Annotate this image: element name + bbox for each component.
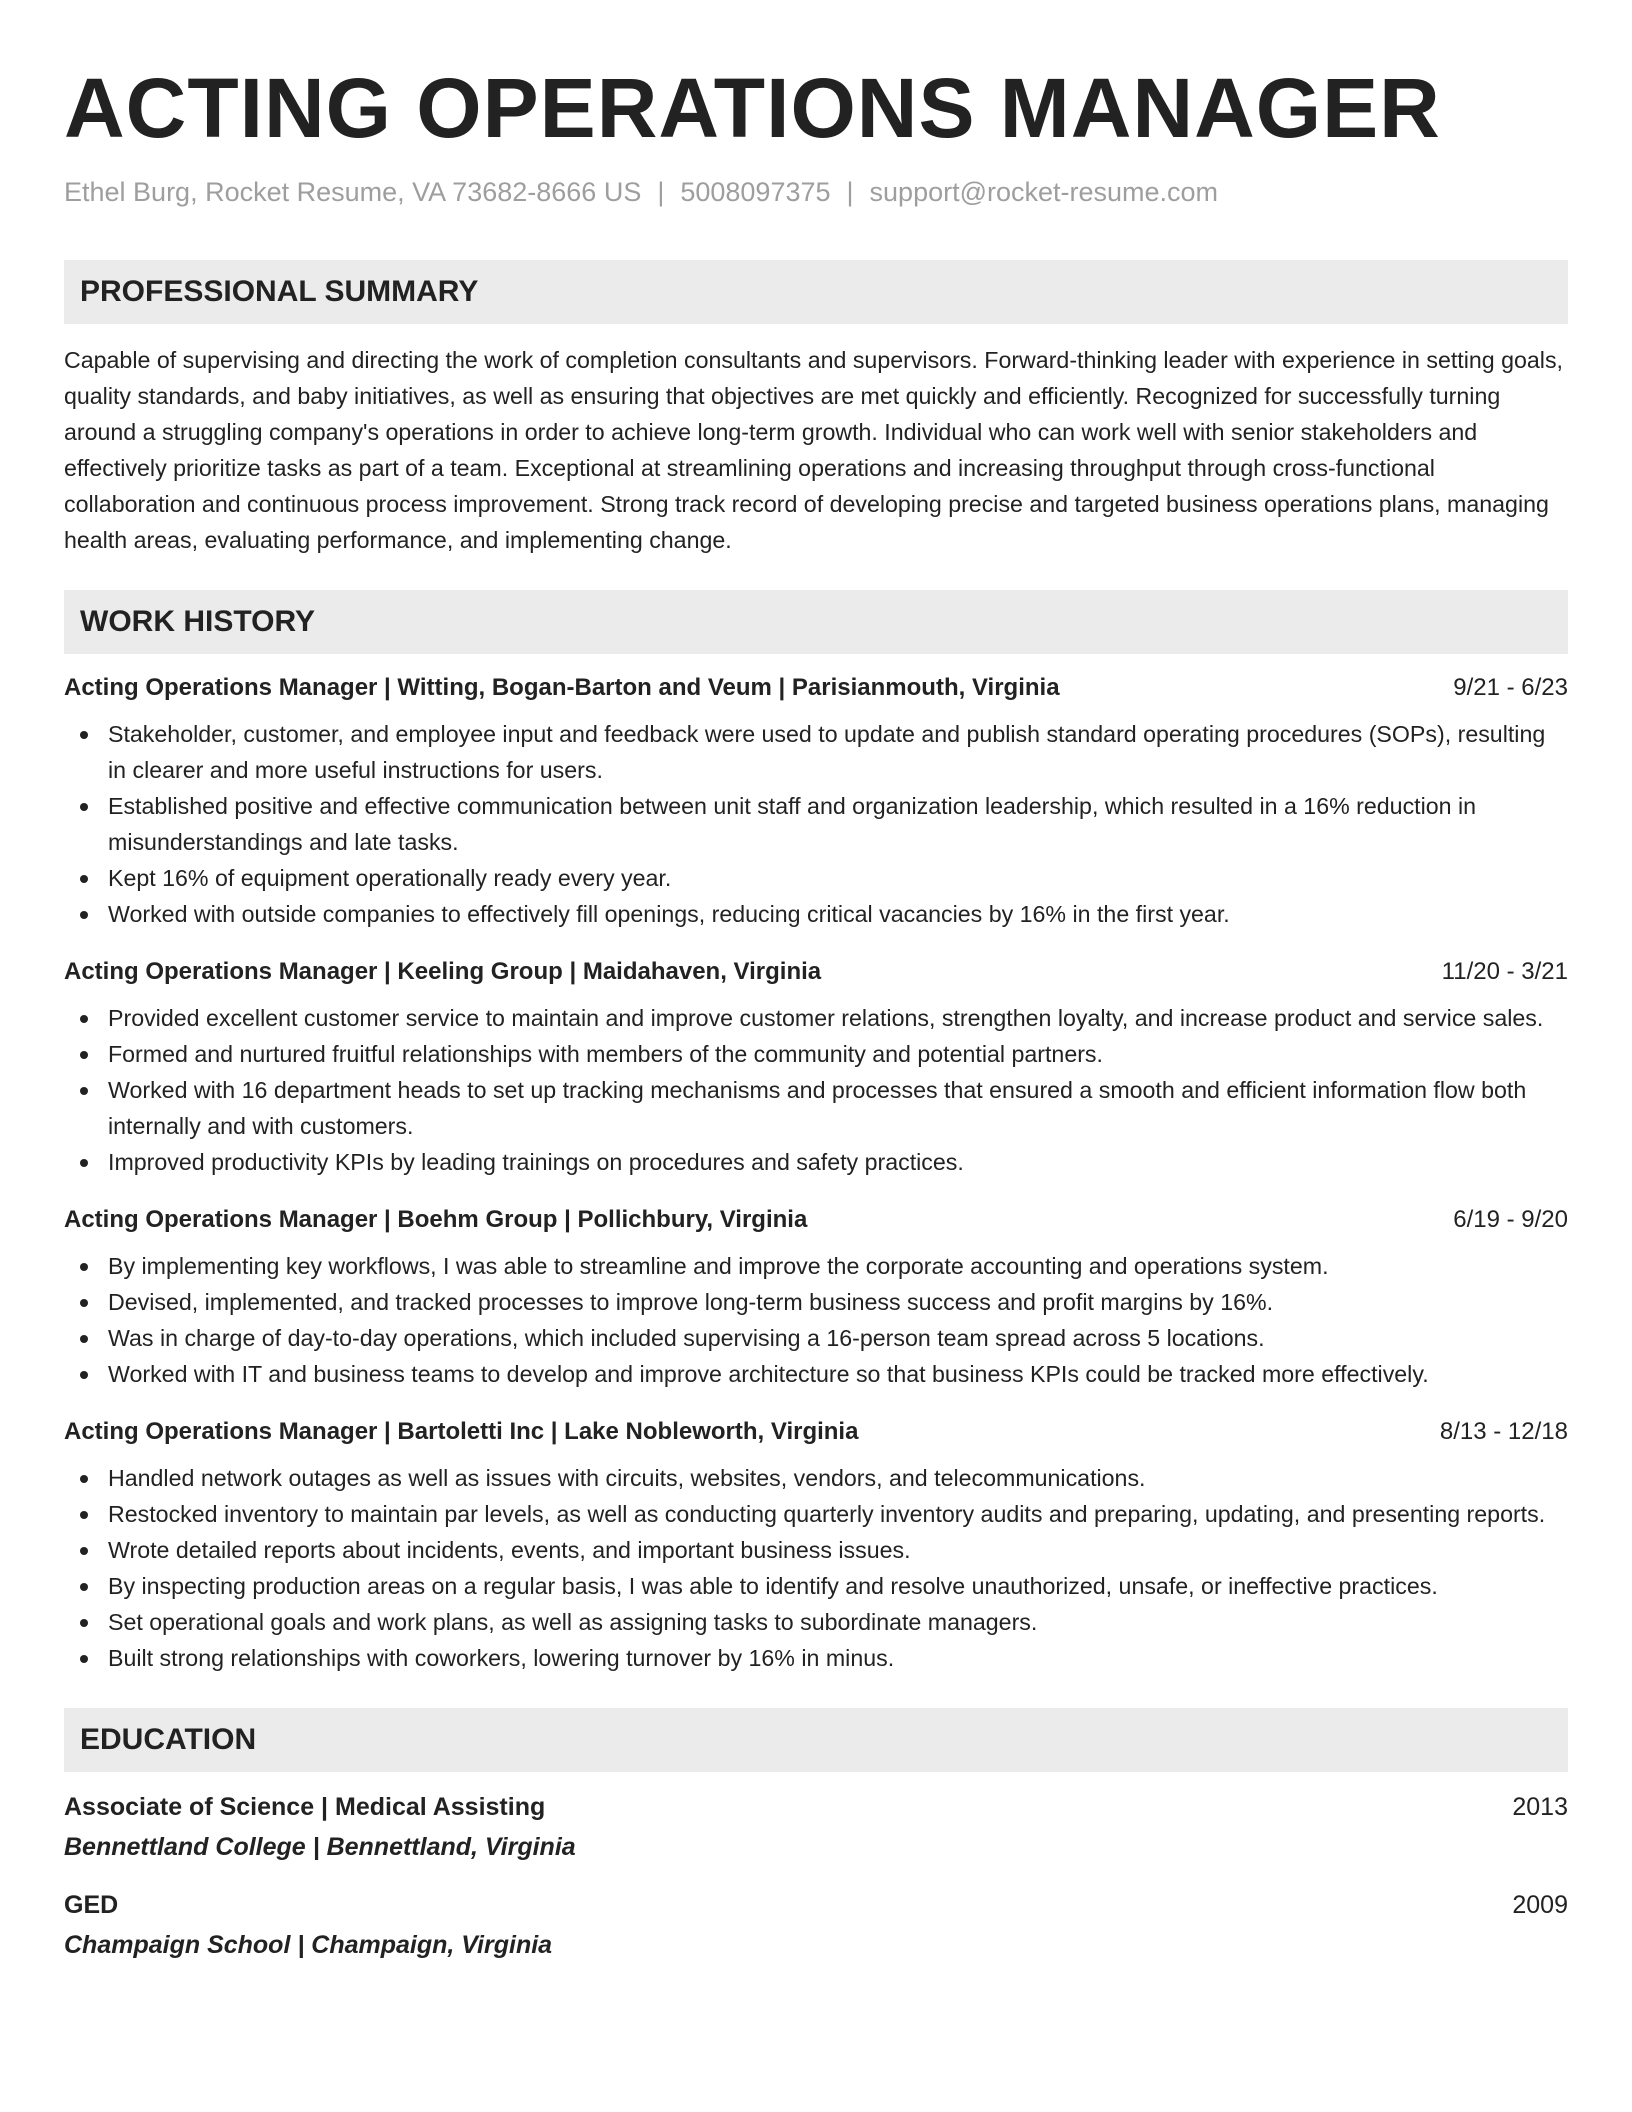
contact-line xyxy=(64,176,1568,208)
education-school: Bennettland College | Bennettland, Virginia xyxy=(64,1833,576,1862)
contact-address: Ethel Burg, Rocket Resume, VA 73682-8666 US xyxy=(64,177,642,207)
job-entry xyxy=(64,672,1568,932)
job-bullet: Devised, implemented, and tracked processes to improve long-term business success and profit margins by 16%. xyxy=(108,1284,1568,1320)
contact-separator: | xyxy=(657,177,665,207)
job-bullet: Provided excellent customer service to maintain and improve customer relations, strengthen loyalty, and increase product and service sales. xyxy=(108,1000,1568,1036)
job-bullets xyxy=(64,1460,1568,1676)
job-header xyxy=(64,956,1568,988)
education-degree: Associate of Science | Medical Assisting xyxy=(64,1793,546,1822)
job-header xyxy=(64,672,1568,704)
job-bullet: Was in charge of day-to-day operations, which included supervising a 16-person team spread across 5 locations. xyxy=(108,1320,1568,1356)
contact-phone: 5008097375 xyxy=(680,177,831,207)
job-dates: 8/13 - 12/18 xyxy=(1439,1418,1568,1446)
job-bullets xyxy=(64,716,1568,932)
job-dates: 6/19 - 9/20 xyxy=(1453,1206,1568,1234)
job-bullet: Set operational goals and work plans, as well as assigning tasks to subordinate managers. xyxy=(108,1604,1568,1640)
job-entry xyxy=(64,1416,1568,1676)
education-year: 2009 xyxy=(1512,1891,1568,1920)
job-bullet: Built strong relationships with coworkers, lowering turnover by 16% in minus. xyxy=(108,1640,1568,1676)
job-bullet: Restocked inventory to maintain par levels, as well as conducting quarterly inventory audits and preparing, updating, and presenting reports. xyxy=(108,1496,1568,1532)
job-bullet: Established positive and effective communication between unit staff and organization leadership, which resulted in a 16% reduction in misunderstandings and late tasks. xyxy=(108,788,1568,860)
job-entry xyxy=(64,956,1568,1180)
resume-title: ACTING OPERATIONS MANAGER xyxy=(64,61,1441,155)
job-title: Acting Operations Manager | Bartoletti Inc | Lake Nobleworth, Virginia xyxy=(64,1418,859,1446)
job-title: Acting Operations Manager | Boehm Group | Pollichbury, Virginia xyxy=(64,1206,808,1234)
job-bullets xyxy=(64,1000,1568,1180)
education-school: Champaign School | Champaign, Virginia xyxy=(64,1931,553,1960)
job-header xyxy=(64,1416,1568,1448)
job-bullet: Improved productivity KPIs by leading trainings on procedures and safety practices. xyxy=(108,1144,1568,1180)
education-entry xyxy=(64,1790,1568,1864)
summary-text: Capable of supervising and directing the work of completion consultants and supervisors. Forward-thinking leader with experience in setting goals, quality standards, and baby initiatives, as well as ensuring that objectives are met quickly and efficiently. Recognized for successfully turning around a struggling company's operations in order to achieve long-term growth. Individual who can work well with senior stakeholders and effectively prioritize tasks as part of a team. Exceptional at streamlining operations and increasing throughput through cross-functional collaboration and continuous process improvement. Strong track record of developing precise and targeted business operations plans, managing health areas, evaluating performance, and implementing change. xyxy=(64,347,1563,554)
job-dates: 11/20 - 3/21 xyxy=(1441,958,1568,986)
job-bullet: Wrote detailed reports about incidents, events, and important business issues. xyxy=(108,1532,1568,1568)
education-degree: GED xyxy=(64,1891,119,1920)
contact-separator: | xyxy=(846,177,854,207)
job-bullet: Worked with outside companies to effectively fill openings, reducing critical vacancies by 16% in the first year. xyxy=(108,896,1568,932)
job-bullets xyxy=(64,1248,1568,1392)
job-bullet: Worked with IT and business teams to develop and improve architecture so that business KPIs could be tracked more effectively. xyxy=(108,1356,1568,1392)
job-title: Acting Operations Manager | Keeling Group | Maidahaven, Virginia xyxy=(64,958,822,986)
contact-email: support@rocket-resume.com xyxy=(869,177,1219,207)
job-bullet: Formed and nurtured fruitful relationships with members of the community and potential partners. xyxy=(108,1036,1568,1072)
job-bullet: By inspecting production areas on a regular basis, I was able to identify and resolve unauthorized, unsafe, or ineffective practices. xyxy=(108,1568,1568,1604)
education-header xyxy=(64,1888,1568,1922)
section-header-summary: PROFESSIONAL SUMMARY xyxy=(64,260,1568,324)
job-bullet: Handled network outages as well as issues with circuits, websites, vendors, and telecommunications. xyxy=(108,1460,1568,1496)
education-entry xyxy=(64,1888,1568,1962)
job-bullet: Worked with 16 department heads to set up tracking mechanisms and processes that ensured a smooth and efficient information flow both internally and with customers. xyxy=(108,1072,1568,1144)
job-bullet: By implementing key workflows, I was able to streamline and improve the corporate accounting and operations system. xyxy=(108,1248,1568,1284)
job-bullet: Stakeholder, customer, and employee input and feedback were used to update and publish standard operating procedures (SOPs), resulting in clearer and more useful instructions for users. xyxy=(108,716,1568,788)
education-year: 2013 xyxy=(1512,1793,1568,1822)
job-header xyxy=(64,1204,1568,1236)
job-entry xyxy=(64,1204,1568,1392)
job-dates: 9/21 - 6/23 xyxy=(1453,674,1568,702)
section-header-education: EDUCATION xyxy=(64,1708,1568,1772)
job-title: Acting Operations Manager | Witting, Bogan-Barton and Veum | Parisianmouth, Virginia xyxy=(64,674,1060,702)
job-bullet: Kept 16% of equipment operationally ready every year. xyxy=(108,860,1568,896)
education-header xyxy=(64,1790,1568,1824)
section-header-work-history: WORK HISTORY xyxy=(64,590,1568,654)
